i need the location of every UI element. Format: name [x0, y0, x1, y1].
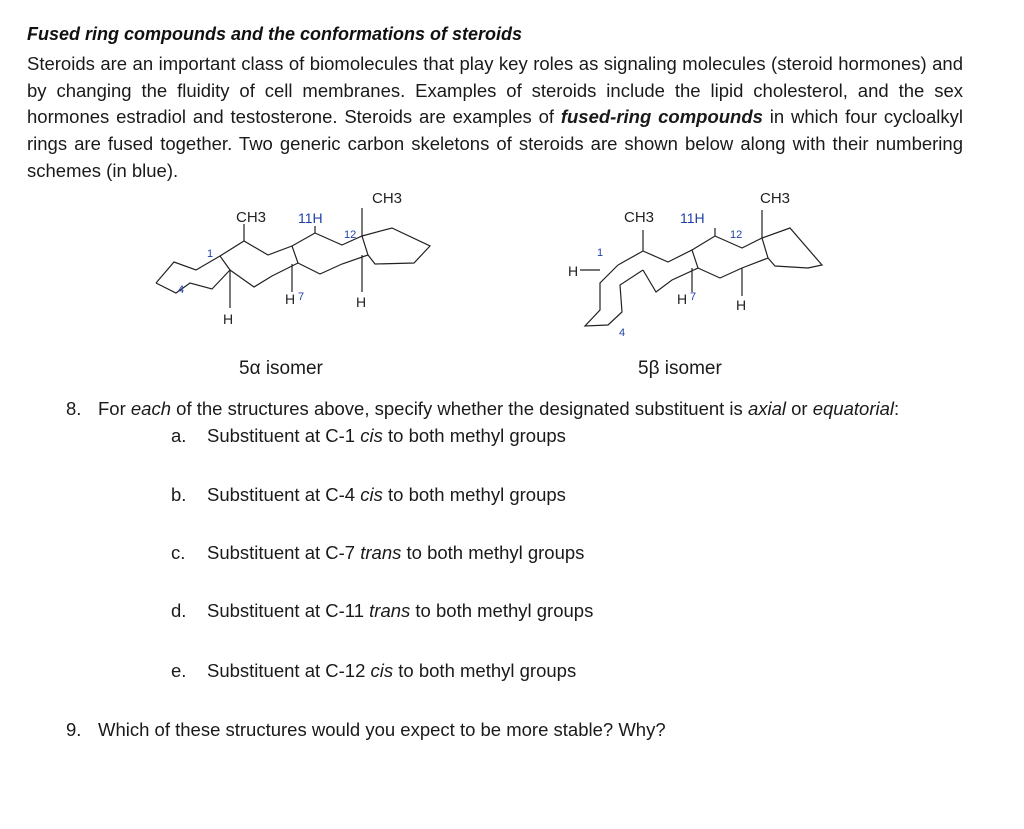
q8e-letter: e.: [171, 660, 187, 681]
question-8-number: 8.: [66, 398, 82, 419]
section-heading: Fused ring compounds and the conformations of steroids: [27, 24, 523, 44]
q8-prefix: For: [98, 398, 131, 419]
beta-isomer-caption: 5β isomer: [638, 358, 722, 379]
beta-h1-label: H: [568, 263, 579, 279]
beta-ring-b: [618, 250, 698, 292]
q8-or: or: [786, 398, 813, 419]
q8b-rel: cis: [360, 484, 383, 505]
intro-paragraph: [27, 51, 963, 185]
question-8: [66, 398, 899, 420]
alpha-num-7: 7: [298, 291, 305, 303]
alpha-num-4: 4: [178, 284, 185, 296]
alpha-h5-label: H: [223, 311, 234, 327]
beta-h7-label: H: [677, 291, 688, 307]
intro-text-start: Steroids are an important class of biomolecules that play key roles as signaling molecules (steroid hormones) and by changing the fluidity of cell membranes. Examples of steroids include the lipid cholesterol, and the sex hormones estradiol and testosterone. Steroids are examples of: [27, 53, 963, 128]
q8d-letter: d.: [171, 600, 187, 621]
q8d-pre: Substituent at C-11: [207, 600, 370, 621]
alpha-num-12: 12: [344, 229, 357, 241]
q8-each: each: [130, 398, 172, 419]
question-8c: [171, 542, 584, 564]
q8d-rel: trans: [369, 600, 411, 621]
question-8b: [171, 484, 566, 506]
q8a-post: to both methyl groups: [382, 425, 566, 446]
q8b-letter: b.: [171, 484, 187, 505]
q8e-pre: Substituent at C-12: [207, 660, 371, 681]
q8a-pre: Substituent at C-1: [207, 425, 361, 446]
beta-ring-c: [692, 236, 768, 278]
q8e-post: to both methyl groups: [393, 660, 577, 681]
alpha-h14-label: H: [356, 294, 367, 310]
q8c-letter: c.: [171, 542, 186, 563]
q8-suffix: :: [894, 398, 900, 419]
alpha-h11-label: 11H: [298, 210, 323, 226]
alpha-ring-c: [292, 233, 368, 274]
alpha-num-1: 1: [207, 248, 214, 260]
q8-equatorial: equatorial: [812, 398, 894, 419]
intro-bold-term: fused-ring compounds: [560, 106, 763, 128]
q8c-post: to both methyl groups: [401, 542, 585, 563]
q8-middle: of the structures above, specify whether the designated substituent is: [171, 398, 748, 419]
q8e-rel: cis: [370, 660, 394, 681]
beta-num-12: 12: [730, 229, 743, 241]
q8a-rel: cis: [360, 425, 383, 446]
alpha-ring-d: [362, 228, 430, 264]
q8a-letter: a.: [171, 425, 187, 446]
alpha-ring-a: [156, 256, 230, 293]
beta-ch3-top: CH3: [760, 190, 791, 207]
q8b-post: to both methyl groups: [382, 484, 566, 505]
beta-num-1: 1: [597, 247, 604, 259]
beta-h11-label: 11H: [680, 210, 705, 226]
q8c-rel: trans: [360, 542, 402, 563]
beta-ring-a: [585, 265, 643, 326]
intro-text-end: in which four cycloalkyl rings are fused together. Two generic carbon skeletons of steroids are shown below along with their numbering schemes (in blue).: [27, 106, 963, 181]
question-9: [66, 719, 666, 741]
q8d-post: to both methyl groups: [410, 600, 594, 621]
beta-ring-d: [762, 228, 822, 268]
question-8a: [171, 425, 566, 447]
beta-ch3-left: CH3: [624, 209, 655, 226]
question-8e: [171, 660, 576, 682]
beta-h14-label: H: [736, 297, 747, 313]
q8c-pre: Substituent at C-7: [207, 542, 361, 563]
q8b-pre: Substituent at C-4: [207, 484, 361, 505]
question-9-number: 9.: [66, 719, 82, 740]
steroid-skeleton-figure: [140, 188, 840, 358]
beta-num-4: 4: [619, 327, 626, 339]
alpha-ch3-left: CH3: [236, 209, 267, 226]
alpha-ring-b: [220, 241, 298, 287]
beta-num-7: 7: [690, 291, 697, 303]
alpha-isomer-caption: 5α isomer: [239, 358, 323, 379]
beta-isomer-structure: [580, 210, 822, 326]
question-8d: [171, 600, 593, 622]
alpha-h7-label: H: [285, 291, 296, 307]
alpha-ch3-top: CH3: [372, 190, 403, 207]
q8-axial: axial: [747, 398, 786, 419]
question-9-text: Which of these structures would you expect to be more stable? Why?: [98, 719, 666, 740]
